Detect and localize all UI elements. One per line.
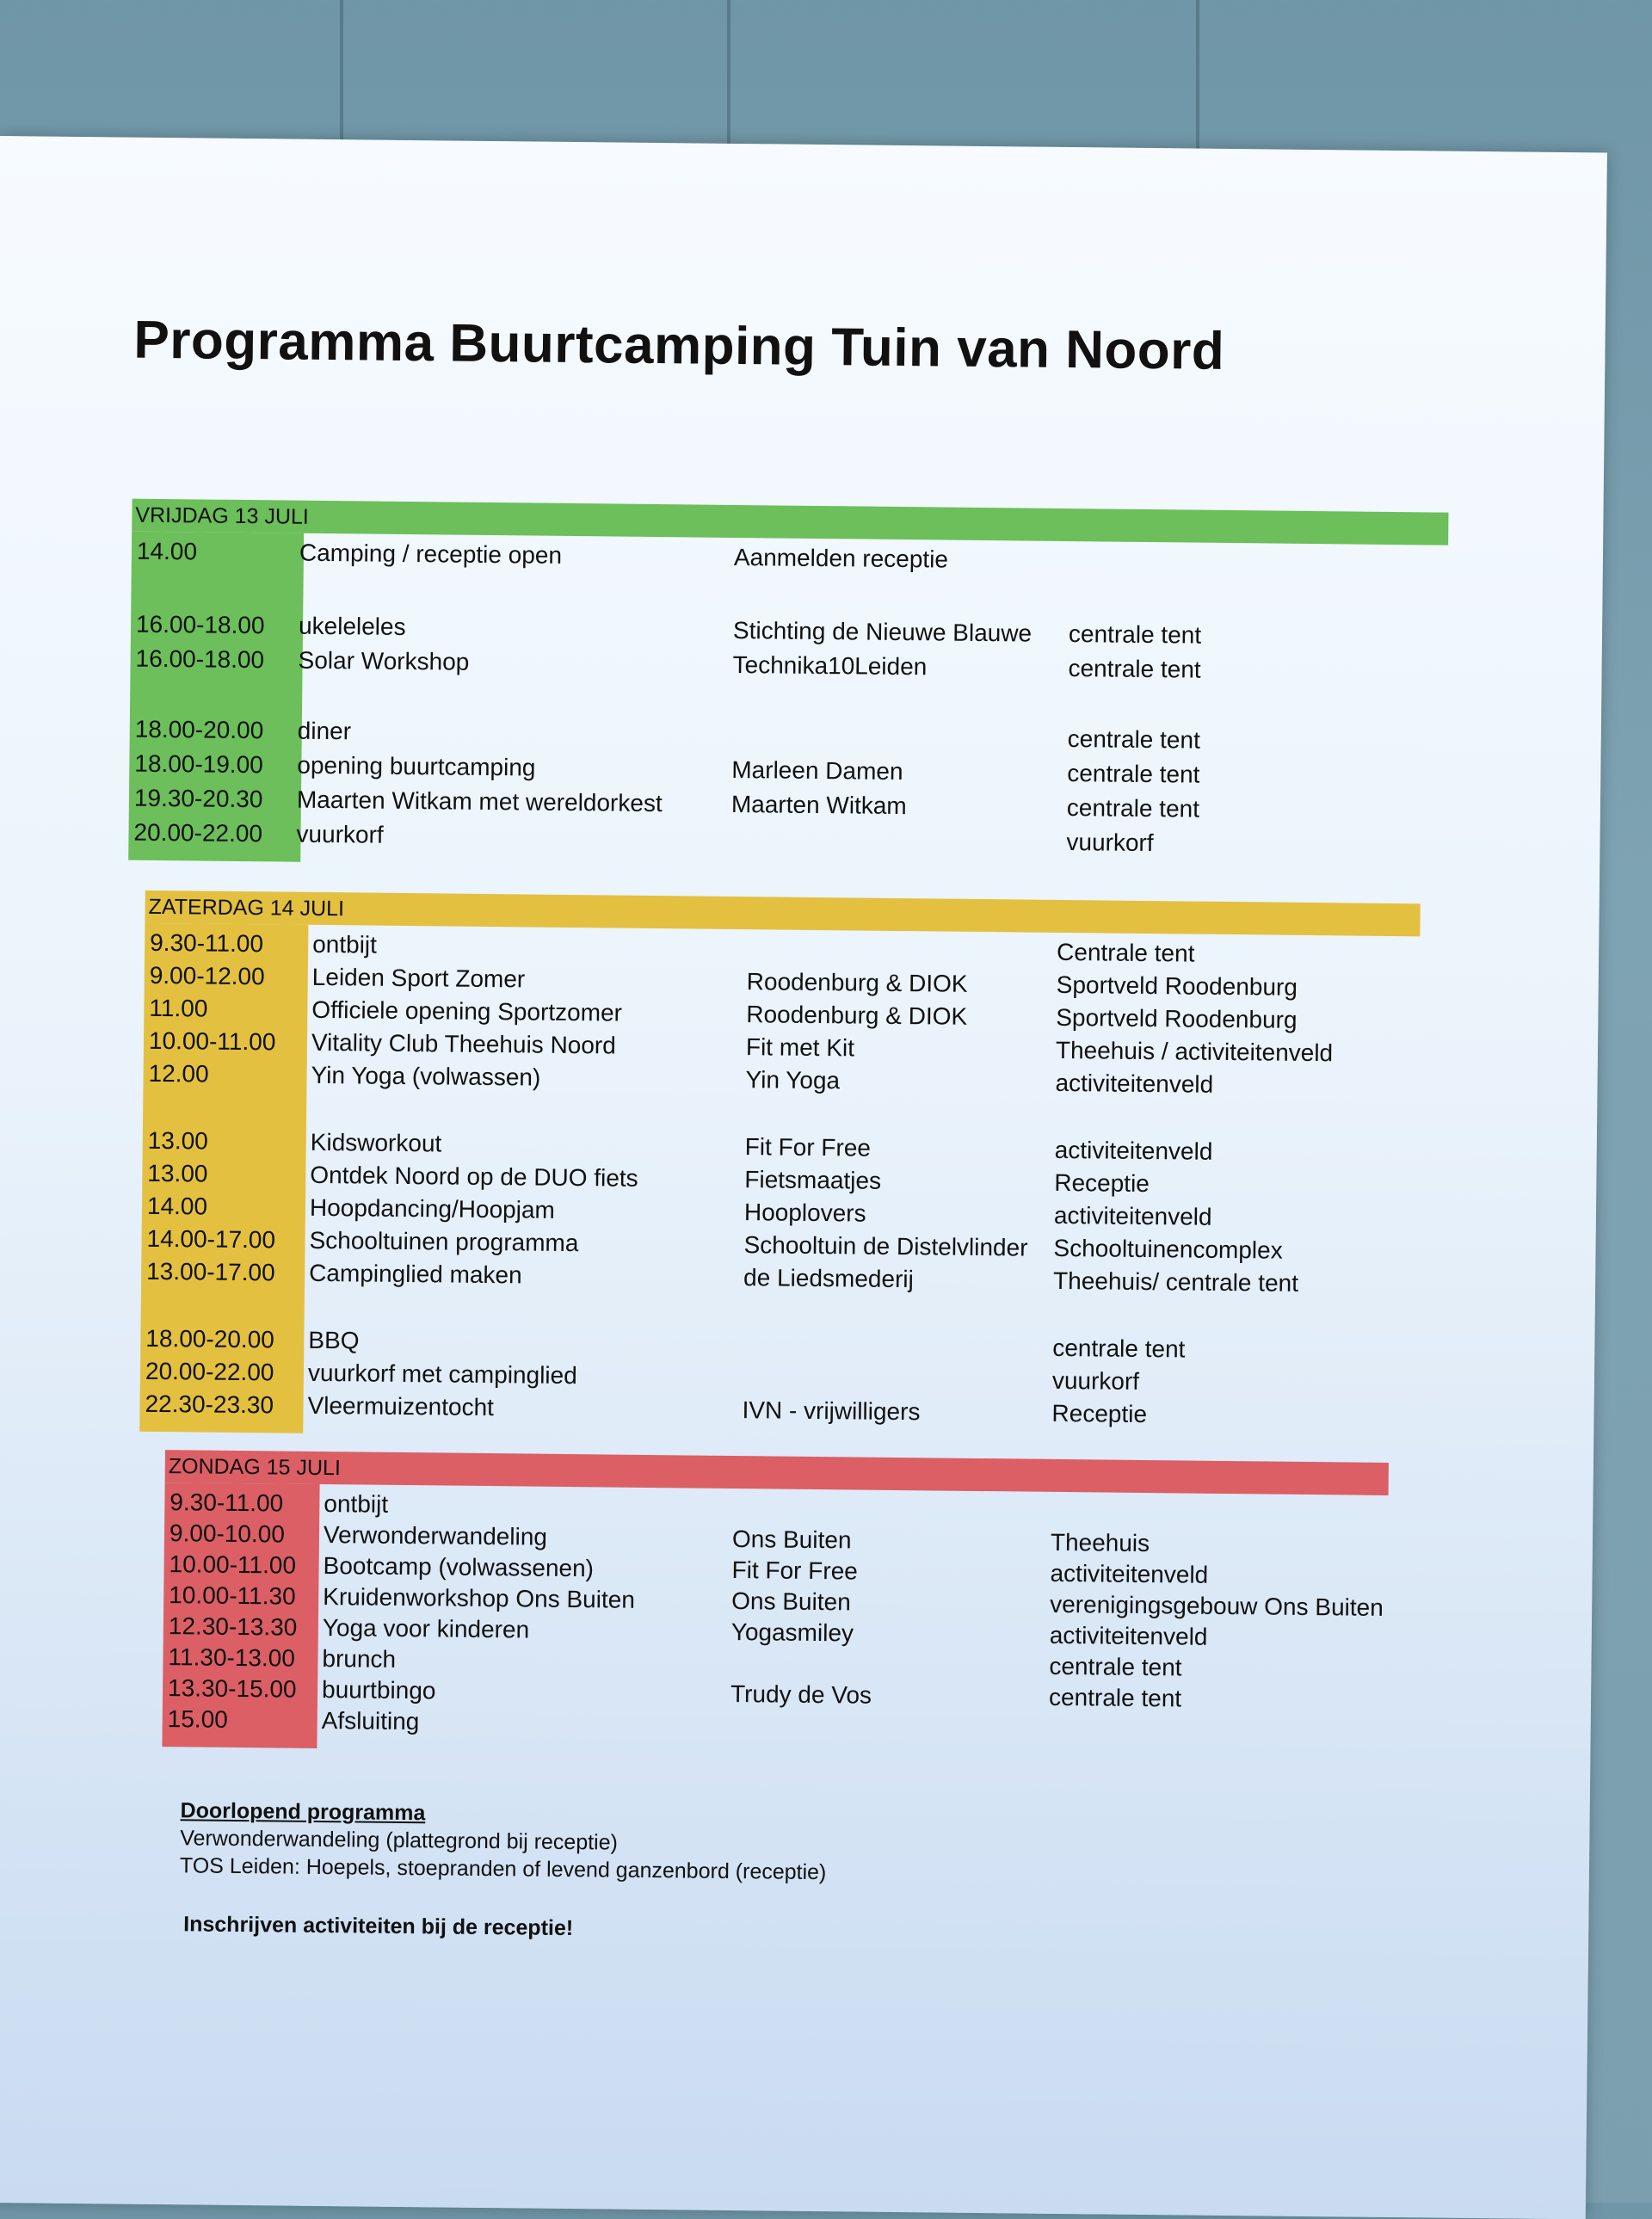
organizer-cell: Schooltuin de Distelvlinder	[743, 1231, 1028, 1261]
time-cell: 18.00-20.00	[134, 715, 264, 744]
day-label: ZONDAG 15 JULI	[168, 1454, 342, 1481]
time-cell: 10.00-11.00	[169, 1550, 297, 1579]
time-cell: 13.30-15.00	[167, 1674, 297, 1703]
time-cell: 18.00-20.00	[145, 1324, 274, 1353]
activity-cell: Solar Workshop	[298, 646, 470, 675]
activity-cell: Vleermuizentocht	[307, 1391, 495, 1421]
time-cell: 16.00-18.00	[135, 644, 265, 674]
location-cell: Centrale tent	[1056, 938, 1195, 967]
activity-cell: Camping / receptie open	[299, 539, 563, 569]
organizer-cell: Yogasmiley	[730, 1618, 854, 1647]
time-cell: 22.30-23.30	[145, 1390, 274, 1419]
location-cell: activiteitenveld	[1053, 1201, 1212, 1230]
organizer-cell: Aanmelden receptie	[733, 543, 949, 573]
time-cell: 9.30-11.00	[170, 1489, 284, 1517]
time-cell: 9.30-11.00	[150, 928, 264, 958]
activity-cell: Campinglied maken	[309, 1259, 522, 1289]
time-cell: 9.00-10.00	[169, 1519, 286, 1548]
location-cell: centrale tent	[1066, 794, 1200, 823]
location-cell: activiteitenveld	[1050, 1559, 1209, 1588]
organizer-cell: Stichting de Nieuwe Blauwe	[732, 616, 1032, 647]
activity-cell: Yoga voor kinderen	[322, 1614, 530, 1643]
day-band	[132, 499, 1448, 546]
location-cell: vuurkorf	[1066, 829, 1154, 857]
location-cell: centrale tent	[1068, 655, 1201, 683]
location-cell: vuurkorf	[1051, 1366, 1140, 1395]
footer-line: TOS Leiden: Hoepels, stoepranden of levend ganzenbord (receptie)	[179, 1853, 827, 1885]
activity-cell: buurtbingo	[321, 1676, 436, 1704]
time-cell: 20.00-22.00	[145, 1357, 274, 1386]
organizer-cell: de Liedsmederij	[743, 1264, 914, 1293]
activity-cell: Bootcamp (volwassenen)	[323, 1552, 595, 1582]
day-label: ZATERDAG 14 JULI	[148, 894, 345, 922]
time-cell: 20.00-22.00	[133, 818, 263, 848]
activity-cell: Officiele opening Sportzomer	[311, 995, 623, 1026]
location-cell: centrale tent	[1052, 1334, 1186, 1363]
signup-note: Inschrijven activiteiten bij de receptie!	[183, 1912, 574, 1941]
location-cell: centrale tent	[1068, 620, 1202, 649]
organizer-cell: Technika10Leiden	[732, 650, 928, 681]
time-cell: 18.00-19.00	[134, 749, 263, 779]
location-cell: activiteitenveld	[1055, 1069, 1214, 1098]
activity-cell: Hoopdancing/Hoopjam	[309, 1193, 555, 1224]
activity-cell: Kruidenworkshop Ons Buiten	[323, 1583, 636, 1613]
footer-line: Verwonderwandeling (plattegrond bij receptie)	[180, 1826, 619, 1855]
time-cell: 15.00	[167, 1705, 228, 1733]
page-title: Programma Buurtcamping Tuin van Noord	[133, 310, 1225, 381]
location-cell: activiteitenveld	[1054, 1136, 1213, 1165]
location-cell: Receptie	[1051, 1399, 1148, 1428]
organizer-cell: Marleen Damen	[731, 755, 903, 786]
organizer-cell: Ons Buiten	[731, 1587, 851, 1616]
location-cell: centrale tent	[1049, 1652, 1182, 1681]
day-band	[165, 1450, 1389, 1495]
activity-cell: Verwonderwandeling	[323, 1521, 548, 1550]
location-cell: Sportveld Roodenburg	[1056, 971, 1298, 1001]
organizer-cell: Roodenburg & DIOK	[746, 968, 968, 997]
activity-cell: ontbijt	[324, 1490, 389, 1518]
time-cell: 13.00	[147, 1159, 208, 1187]
activity-cell: vuurkorf	[296, 820, 384, 848]
activity-cell: brunch	[322, 1645, 397, 1673]
time-cell: 11.30-13.00	[168, 1643, 296, 1672]
time-cell: 19.30-20.30	[133, 784, 263, 813]
organizer-cell: Fietsmaatjes	[744, 1166, 882, 1194]
paper-sheet	[0, 136, 1607, 2219]
activity-cell: BBQ	[308, 1326, 360, 1354]
activity-cell: opening buurtcamping	[297, 751, 536, 781]
location-cell: verenigingsgebouw Ons Buiten	[1050, 1590, 1384, 1621]
organizer-cell: Fit met Kit	[745, 1033, 855, 1062]
time-cell: 9.00-12.00	[149, 961, 265, 990]
organizer-cell: Roodenburg & DIOK	[746, 1001, 968, 1030]
organizer-cell: Ons Buiten	[731, 1526, 852, 1554]
location-cell: centrale tent	[1048, 1683, 1182, 1712]
location-cell: centrale tent	[1067, 760, 1200, 788]
activity-cell: Leiden Sport Zomer	[311, 963, 526, 993]
organizer-cell: Yin Yoga	[745, 1066, 841, 1094]
location-cell: Theehuis / activiteitenveld	[1055, 1036, 1334, 1067]
activity-cell: Kidsworkout	[310, 1128, 442, 1157]
time-cell: 10.00-11.30	[169, 1581, 296, 1610]
footer-heading: Doorlopend programma	[180, 1798, 426, 1826]
time-cell: 14.00-17.00	[146, 1224, 276, 1254]
activity-cell: Yin Yoga (volwassen)	[311, 1061, 541, 1091]
organizer-cell: Maarten Witkam	[730, 790, 907, 820]
organizer-cell: Fit For Free	[744, 1133, 872, 1162]
location-cell: centrale tent	[1067, 725, 1200, 754]
organizer-cell: Trudy de Vos	[730, 1680, 872, 1709]
time-cell: 10.00-11.00	[148, 1026, 276, 1056]
time-cell: 12.30-13.30	[168, 1612, 298, 1641]
activity-cell: diner	[297, 717, 352, 745]
time-cell: 13.00-17.00	[146, 1257, 275, 1286]
time-cell: 13.00	[147, 1126, 209, 1155]
day-label: VRIJDAG 13 JULI	[135, 502, 309, 529]
organizer-cell: IVN - vrijwilligers	[742, 1396, 921, 1426]
time-cell: 16.00-18.00	[135, 610, 265, 639]
location-cell: Receptie	[1054, 1168, 1150, 1198]
activity-cell: ontbijt	[312, 930, 378, 958]
time-cell: 14.00	[136, 537, 198, 565]
time-cell: 11.00	[149, 994, 208, 1022]
time-cell: 14.00	[146, 1192, 208, 1220]
location-cell: Schooltuinencomplex	[1053, 1234, 1283, 1264]
location-cell: Theehuis/ centrale tent	[1052, 1267, 1299, 1297]
day-band	[145, 891, 1420, 937]
activity-cell: vuurkorf met campinglied	[307, 1359, 577, 1390]
location-cell: Sportveld Roodenburg	[1056, 1003, 1298, 1033]
organizer-cell: Fit For Free	[731, 1556, 858, 1585]
activity-cell: Afsluiting	[321, 1707, 420, 1735]
activity-cell: Maarten Witkam met wereldorkest	[296, 786, 663, 817]
location-cell: Theehuis	[1050, 1528, 1150, 1557]
location-cell: activiteitenveld	[1049, 1621, 1208, 1650]
time-cell: 12.00	[148, 1059, 209, 1088]
activity-cell: Vitality Club Theehuis Noord	[311, 1028, 616, 1059]
activity-cell: Schooltuinen programma	[309, 1226, 579, 1257]
activity-cell: ukeleleles	[298, 612, 406, 640]
activity-cell: Ontdek Noord op de DUO fiets	[310, 1161, 638, 1192]
organizer-cell: Hooplovers	[743, 1199, 866, 1227]
